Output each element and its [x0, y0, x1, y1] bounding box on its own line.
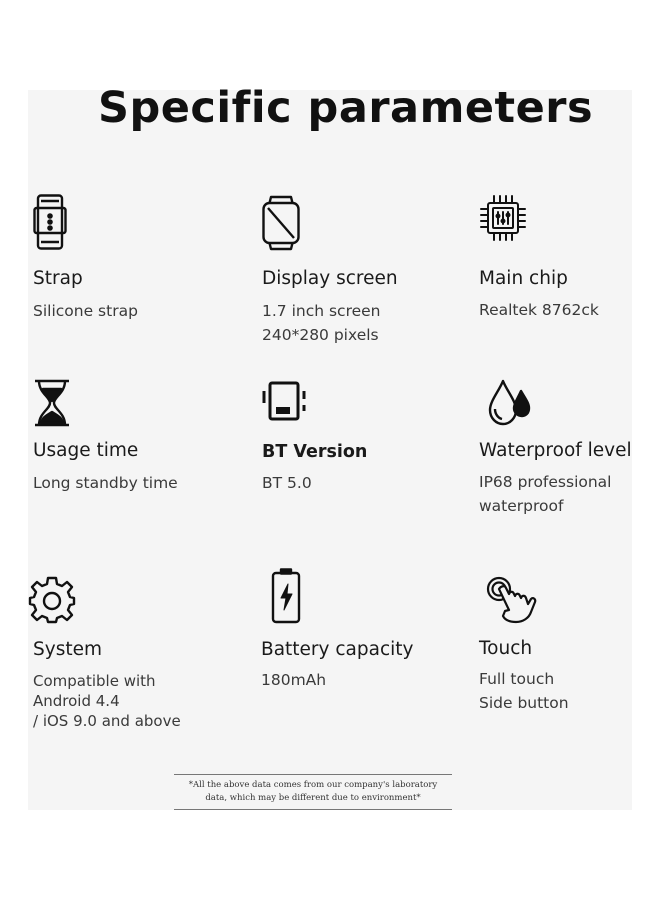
- param-value: [262, 299, 381, 347]
- param-value: [261, 668, 326, 692]
- param-value-line: Android 4.4: [33, 692, 120, 710]
- param-value-line: Compatible with: [33, 672, 156, 690]
- param-label: BT Version: [262, 442, 368, 462]
- param-value-line: Long standby time: [33, 474, 178, 492]
- param-label: Usage time: [33, 440, 139, 461]
- param-label: Battery capacity: [261, 639, 414, 660]
- param-label: System: [33, 639, 102, 660]
- footnote-line: data, which may be different due to environment*: [205, 793, 421, 803]
- param-value-line: IP68 professional: [479, 473, 612, 491]
- touch-hand-icon: [485, 576, 539, 624]
- bluetooth-device-icon: [262, 381, 306, 421]
- param-value-line: Silicone strap: [33, 302, 138, 320]
- smartwatch-screen-icon: [262, 195, 300, 251]
- param-value-line: Side button: [479, 694, 569, 712]
- gear-icon: [28, 576, 76, 624]
- strap-icon: [33, 194, 67, 250]
- footnote-line: *All the above data comes from our company's laboratory: [188, 780, 438, 790]
- param-value: [479, 667, 569, 715]
- hourglass-icon: [33, 379, 71, 427]
- param-value: [262, 471, 312, 495]
- water-drops-icon: [487, 377, 531, 427]
- param-value-line: 180mAh: [261, 671, 327, 689]
- param-label: Waterproof level: [479, 440, 632, 461]
- page-title: Specific parameters: [98, 83, 594, 133]
- param-value-line: BT 5.0: [262, 474, 312, 492]
- param-value: [33, 671, 181, 731]
- param-value-line: Full touch: [479, 670, 555, 688]
- battery-icon: [271, 568, 301, 624]
- param-value-line: 240*280 pixels: [262, 326, 379, 344]
- param-label: Strap: [33, 268, 83, 289]
- param-label: Touch: [479, 638, 533, 659]
- param-value-line: Realtek 8762ck: [479, 301, 599, 319]
- disclaimer-footnote: [174, 774, 452, 810]
- param-label: Display screen: [262, 268, 398, 289]
- param-value: [479, 298, 599, 322]
- param-value: [33, 471, 178, 495]
- param-value-line: waterproof: [479, 497, 564, 515]
- param-value: [479, 470, 611, 518]
- param-value: [33, 299, 138, 323]
- param-value-line: 1.7 inch screen: [262, 302, 381, 320]
- param-label: Main chip: [479, 268, 568, 289]
- param-value-line: / iOS 9.0 and above: [33, 712, 181, 730]
- chip-icon: [479, 194, 527, 242]
